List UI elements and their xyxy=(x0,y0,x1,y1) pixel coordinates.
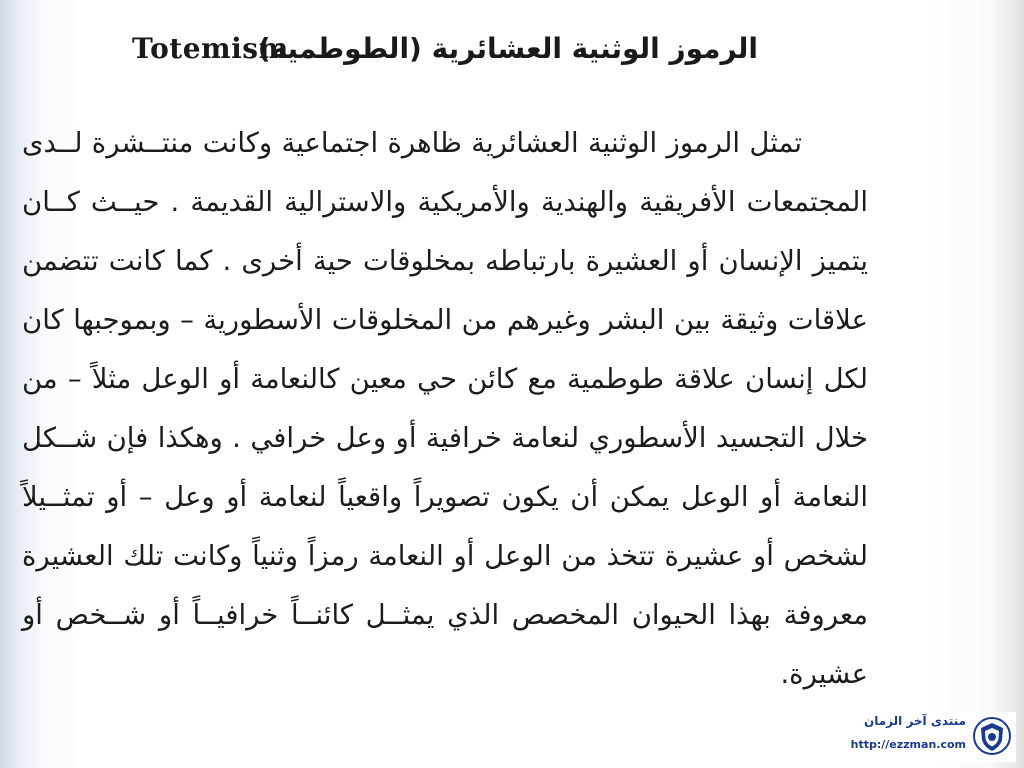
paragraph-line: علاقات وثيقة بين البشر وغيرهم من المخلوقات الأسطورية – وبموجبها كان xyxy=(22,304,868,336)
forum-watermark[interactable] xyxy=(841,712,1016,762)
paragraph-line: خلال التجسيد الأسطوري لنعامة خرافية أو وعل خرافي . وهكذا فإن شــكل xyxy=(22,422,868,454)
shield-logo-icon xyxy=(972,716,1012,756)
watermark-title: منتدى آخر الزمان xyxy=(864,714,966,728)
paragraph-line: لكل إنسان علاقة طوطمية مع كائن حي معين كالنعامة أو الوعل مثلاً – من xyxy=(22,363,868,395)
paragraph-line: النعامة أو الوعل يمكن أن يكون تصويراً واقعياً لنعامة أو وعل – أو تمثــيلاً xyxy=(22,481,868,513)
paragraph-line: لشخص أو عشيرة تتخذ من الوعل أو النعامة رمزاً وثنياً وكانت تلك العشيرة xyxy=(22,540,868,572)
heading-english: Totemism xyxy=(132,32,289,65)
paragraph-line: المجتمعات الأفريقية والهندية والأمريكية والاسترالية القديمة . حيــث كــان xyxy=(22,186,868,218)
paragraph-line: معروفة بهذا الحيوان المخصص الذي يمثــل كائنــاً خرافيــاً أو شــخص أو xyxy=(22,599,868,631)
body-paragraph xyxy=(22,114,868,704)
paragraph-line: يتميز الإنسان أو العشيرة بارتباطه بمخلوقات حية أخرى . كما كانت تتضمن xyxy=(22,245,868,277)
paragraph-line: عشيرة. xyxy=(780,658,868,690)
document-heading xyxy=(120,28,780,72)
watermark-url[interactable]: http://ezzman.com xyxy=(850,738,966,751)
heading-arabic: الرموز الوثنية العشائرية (الطوطمية) xyxy=(257,32,758,65)
paragraph-line: تمثل الرموز الوثنية العشائرية ظاهرة اجتماعية وكانت منتــشرة لــدى xyxy=(22,127,802,159)
page-edge-shadow xyxy=(994,0,1024,768)
